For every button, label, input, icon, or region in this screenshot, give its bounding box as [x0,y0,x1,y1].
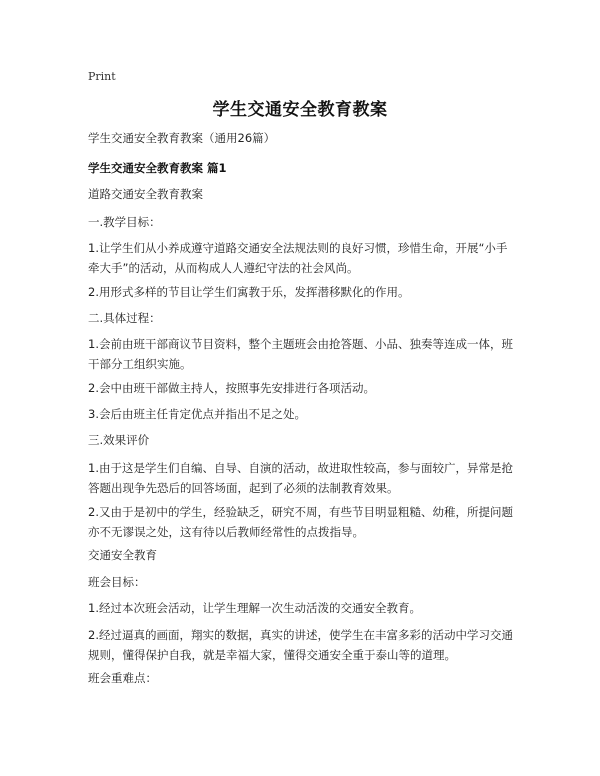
paragraph: 1.经过本次班会活动，让学生理解一次生动活泼的交通安全教育。 [88,601,421,615]
paragraph: 交通安全教育 [88,548,157,562]
paragraph: 3.会后由班主任肯定优点并指出不足之处。 [88,407,306,421]
paragraph: 1.由于这是学生们自编、自导、自演的活动，故进取性较高，参与面较广，异常是抢答题出现争先恐后的回答场面，起到了必须的法制教育效果。 [88,461,513,495]
paragraph: 1.会前由班干部商议节目资料，整个主题班会由抢答题、小品、独奏等连成一体，班干部分工组织实施。 [88,337,513,371]
section-heading: 学生交通安全教育教案 篇1 [88,161,227,175]
paragraph: 二.具体过程： [88,311,161,325]
paragraph: 班会重难点： [88,671,157,685]
paragraph: 1.让学生们从小养成遵守道路交通安全法规法则的良好习惯，珍惜生命，开展“小手牵大手”的活动，从而构成人人遵纪守法的社会风尚。 [88,241,508,275]
print-label: Print [88,70,116,83]
paragraph: 2.会中由班干部做主持人，按照事先安排进行各项活动。 [88,381,375,395]
paragraph: 2.又由于是初中的学生，经验缺乏，研究不周，有些节目明显粗糙、幼稚，所提问题亦不无谬误之处，这有待以后教师经常性的点拨指导。 [88,505,513,539]
paragraph: 一.教学目标： [88,215,161,229]
document-subtitle: 学生交通安全教育教案（通用26篇） [88,131,276,145]
paragraph: 2.经过逼真的画面，翔实的数据，真实的讲述，使学生在丰富多彩的活动中学习交通规则，懂得保护自我，就是幸福大家，懂得交通安全重于泰山等的道理。 [88,628,513,662]
paragraph: 道路交通安全教育教案 [88,187,203,201]
paragraph: 三.效果评价 [88,433,150,447]
paragraph: 2.用形式多样的节目让学生们寓教于乐，发挥潜移默化的作用。 [88,285,410,299]
document-title: 学生交通安全教育教案 [212,100,388,120]
paragraph: 班会目标： [88,575,146,589]
